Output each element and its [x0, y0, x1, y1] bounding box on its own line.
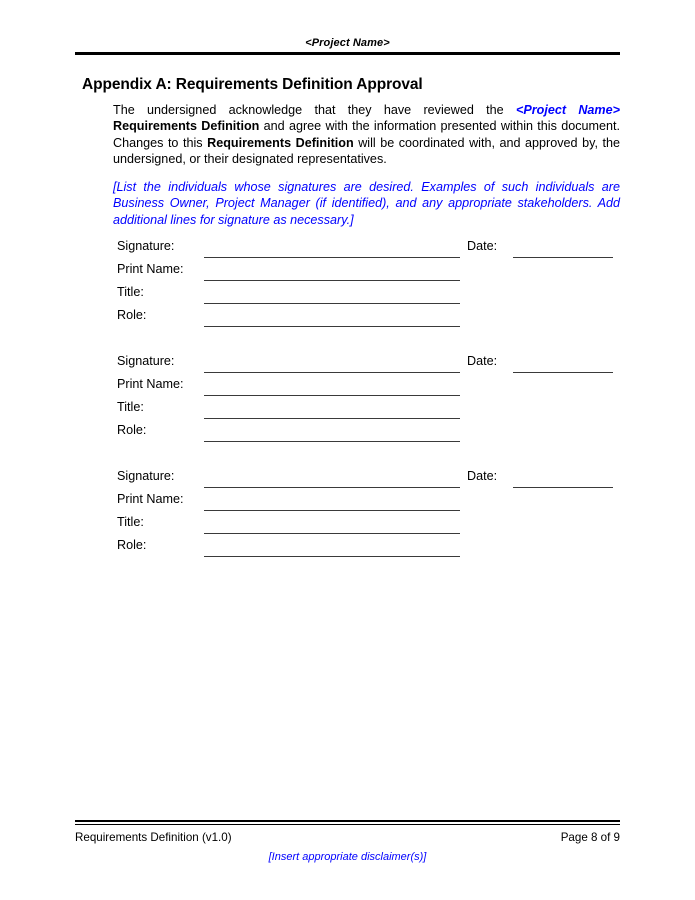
footer-divider-thin — [75, 824, 620, 825]
signature-block — [75, 353, 620, 445]
signature-label: Signature: — [117, 354, 175, 368]
document-body — [75, 76, 620, 228]
footer-row — [75, 830, 620, 845]
date-label: Date: — [467, 469, 498, 483]
footer-document-name: Requirements Definition (v1.0) — [75, 830, 232, 844]
instruction-text: [List the individuals whose signatures are desired. Examples of such individuals are Business Owner, Project Manager (if identified), and any appropriate stakeholders. Add additional lines for signature as necessary.] — [113, 180, 620, 227]
page-title: Appendix A: Requirements Definition Approval — [82, 76, 423, 93]
signature-row — [75, 238, 620, 261]
title-input-line[interactable] — [204, 418, 460, 419]
title-input-line[interactable] — [204, 303, 460, 304]
footer-page-number: Page 8 of 9 — [560, 830, 620, 844]
signature-blocks — [75, 238, 620, 583]
print-name-label: Print Name: — [117, 492, 184, 506]
role-input-line[interactable] — [204, 556, 460, 557]
role-input-line[interactable] — [204, 441, 460, 442]
print-name-row — [75, 491, 620, 514]
approval-paragraph — [113, 102, 620, 167]
header-project-name: <Project Name> — [305, 37, 390, 49]
title-row — [75, 514, 620, 537]
date-label: Date: — [467, 239, 498, 253]
signature-input-line[interactable] — [204, 487, 460, 488]
date-input-line[interactable] — [513, 257, 613, 258]
signature-label: Signature: — [117, 239, 175, 253]
date-input-line[interactable] — [513, 487, 613, 488]
signature-input-line[interactable] — [204, 372, 460, 373]
page-footer — [75, 820, 620, 864]
role-label: Role: — [117, 423, 147, 437]
print-name-input-line[interactable] — [204, 510, 460, 511]
title-label: Title: — [117, 515, 144, 529]
role-label: Role: — [117, 538, 147, 552]
date-label: Date: — [467, 354, 498, 368]
signature-block — [75, 468, 620, 560]
footer-disclaimer: [Insert appropriate disclaimer(s)] — [268, 850, 427, 863]
print-name-row — [75, 376, 620, 399]
title-label: Title: — [117, 400, 144, 414]
print-name-input-line[interactable] — [204, 280, 460, 281]
date-input-line[interactable] — [513, 372, 613, 373]
role-row — [75, 422, 620, 445]
paragraph-bold-requirements-definition-1: Requirements Definition — [113, 119, 260, 134]
title-row — [75, 399, 620, 422]
title-input-line[interactable] — [204, 533, 460, 534]
header-divider — [75, 52, 620, 55]
signature-block — [75, 238, 620, 330]
inline-project-name: <Project Name> — [515, 103, 620, 117]
signature-row — [75, 353, 620, 376]
role-row — [75, 307, 620, 330]
footer-divider-thick — [75, 820, 620, 822]
print-name-input-line[interactable] — [204, 395, 460, 396]
page-header — [75, 36, 620, 55]
paragraph-text-part1: The undersigned acknowledge that they have reviewed the — [113, 103, 516, 117]
role-row — [75, 537, 620, 560]
signature-input-line[interactable] — [204, 257, 460, 258]
role-input-line[interactable] — [204, 326, 460, 327]
title-row — [75, 284, 620, 307]
signature-row — [75, 468, 620, 491]
role-label: Role: — [117, 308, 147, 322]
print-name-label: Print Name: — [117, 262, 184, 276]
paragraph-text-part4: will be coordinated with, and approved by, the undersigned, or their designated representatives. — [113, 135, 620, 166]
paragraph-bold-requirements-definition-2: Requirements Definition — [207, 135, 354, 150]
title-label: Title: — [117, 285, 144, 299]
paragraph-text-part3: and agree with the information presented within this document. Changes to this — [113, 119, 621, 150]
signature-label: Signature: — [117, 469, 175, 483]
print-name-row — [75, 261, 620, 284]
print-name-label: Print Name: — [117, 377, 184, 391]
